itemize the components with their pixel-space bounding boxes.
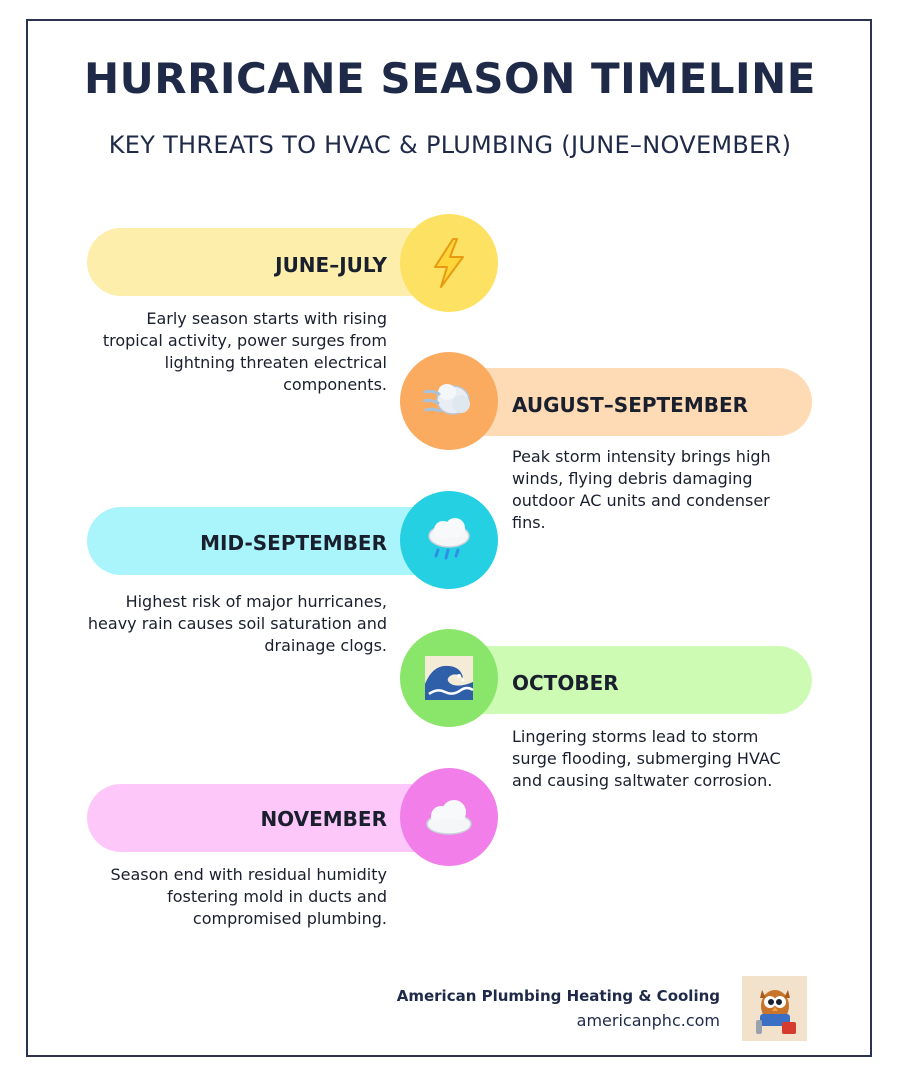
- wind-face-icon: [423, 378, 475, 424]
- timeline-circle: [400, 629, 498, 727]
- timeline-description: Season end with residual humidity fostering mold in ducts and compromised plumbing.: [110, 865, 387, 928]
- company-name: American Plumbing Heating & Cooling: [396, 987, 720, 1005]
- wave-icon: [423, 654, 475, 702]
- timeline-description: Peak storm intensity brings high winds, flying debris damaging outdoor AC units and condenser fins.: [512, 447, 771, 532]
- page-title: HURRICANE SEASON TIMELINE: [83, 54, 817, 103]
- cloud-icon: [423, 798, 475, 836]
- timeline-description: Highest risk of major hurricanes, heavy rain causes soil saturation and drainage clogs.: [87, 592, 387, 655]
- lightning-icon: [427, 237, 471, 289]
- timeline-label: AUGUST–SEPTEMBER: [512, 393, 749, 417]
- timeline-circle: [400, 352, 498, 450]
- timeline-description: Lingering storms lead to storm surge flooding, submerging HVAC and causing saltwater corrosion.: [512, 727, 781, 790]
- timeline-circle: [400, 768, 498, 866]
- company-website-link[interactable]: americanphc.com: [576, 1011, 720, 1030]
- rain-cloud-icon: [424, 516, 474, 564]
- timeline-circle: [400, 214, 498, 312]
- timeline-description: Early season starts with rising tropical activity, power surges from lightning threaten electrical components.: [102, 309, 387, 394]
- timeline-label: MID-SEPTEMBER: [200, 531, 387, 555]
- page-subtitle: KEY THREATS TO HVAC & PLUMBING (JUNE–NOVEMBER): [108, 131, 792, 159]
- timeline-label: NOVEMBER: [260, 807, 387, 831]
- timeline-circle: [400, 491, 498, 589]
- timeline-label: OCTOBER: [512, 671, 619, 695]
- timeline-pill: [445, 646, 812, 714]
- owl-plumber-mascot-icon: [742, 976, 807, 1041]
- timeline-label: JUNE–JULY: [275, 253, 387, 277]
